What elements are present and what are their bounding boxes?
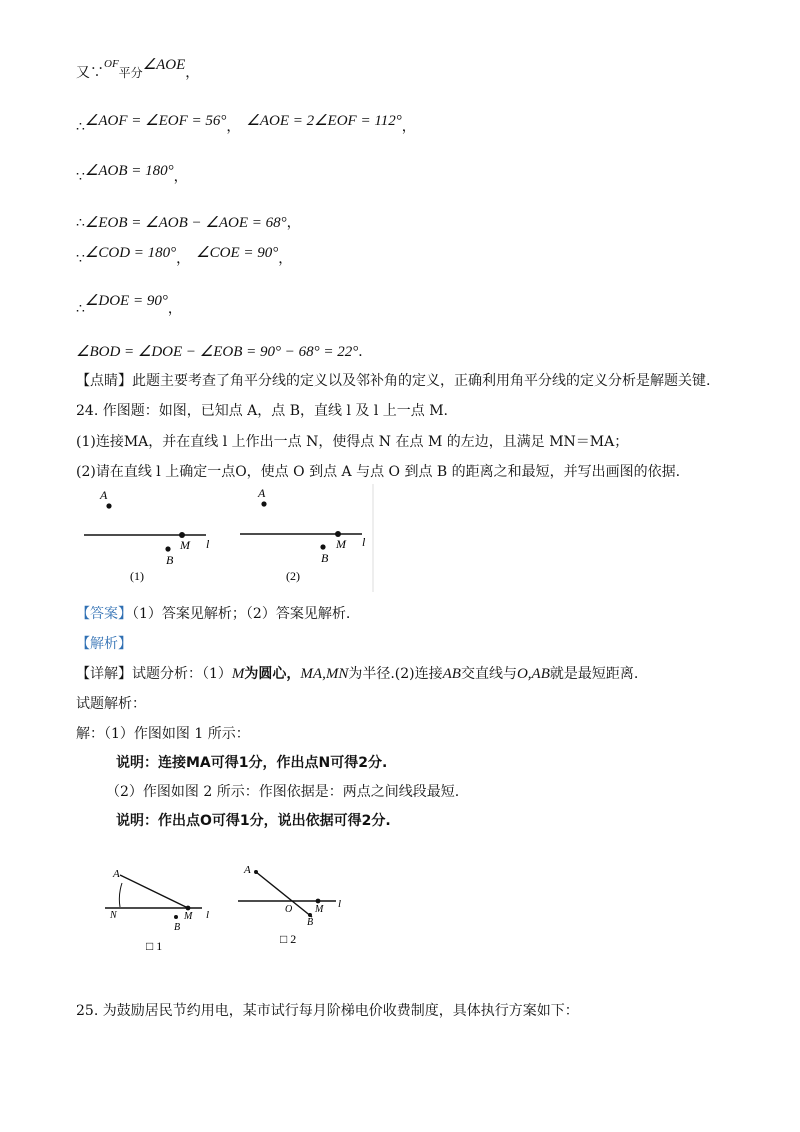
q24-part2: (2)请在直线 l 上确定一点O，使点 O 到点 A 与点 O 到点 B 的距离之和最短，并写出画图的依据. bbox=[76, 464, 681, 480]
line-cod-coe: ∵∠COD = 180°， ∠COE = 90°， bbox=[76, 245, 293, 267]
fig2-point-b bbox=[320, 544, 325, 549]
fig1-label-b: B bbox=[166, 553, 174, 567]
jiexi-tag: 【解析】 bbox=[76, 636, 132, 652]
sfig1-arc bbox=[119, 883, 122, 907]
solution-step2: （2）作图如图 2 所示：作图依据是：两点之间线段最短. bbox=[106, 784, 460, 800]
detail-tag: 【详解】 bbox=[76, 666, 132, 682]
math-eq-bod: ∠BOD = ∠DOE − ∠EOB = 90° − 68° = 22° bbox=[76, 344, 359, 360]
math-eq-doe: ∠DOE = 90° bbox=[84, 293, 168, 309]
sfig1-label-b: B bbox=[174, 922, 181, 933]
line-eob: ∴∠EOB = ∠AOB − ∠AOE = 68°， bbox=[76, 215, 301, 231]
sfig2-label-o: O bbox=[285, 904, 293, 915]
math-eq-aob: ∠AOB = 180° bbox=[84, 163, 174, 179]
q25-title: 25. 为鼓励居民节约用电，某市试行每月阶梯电价收费制度，具体执行方案如下： bbox=[76, 1003, 579, 1019]
dianjing-paragraph: 【点睛】此题主要考查了角平分线的定义以及邻补角的定义，正确利用角平分线的定义分析是解题关键. bbox=[76, 373, 711, 389]
math-eq-cod: ∠COD = 180° bbox=[84, 245, 177, 261]
answer-paragraph: 【答案】（1）答案见解析；（2）答案见解析. bbox=[76, 606, 351, 622]
math-of: OF bbox=[104, 58, 119, 70]
sfig2-label-a: A bbox=[244, 864, 251, 876]
fig2-caption: (2) bbox=[286, 569, 300, 583]
sfig1-label-l: l bbox=[206, 909, 210, 921]
fig1-point-a bbox=[106, 503, 111, 508]
line-bod: ∠BOD = ∠DOE − ∠EOB = 90° − 68° = 22°． bbox=[76, 344, 373, 360]
fig2-label-l: l bbox=[362, 535, 366, 549]
fig1-point-b bbox=[165, 546, 170, 551]
sfig1-point-b bbox=[174, 915, 178, 919]
sfig2-point-m bbox=[316, 899, 321, 904]
math-angle-aoe: ∠AOE bbox=[142, 57, 186, 73]
sfig1-label-a: A bbox=[113, 868, 120, 880]
fig2-label-a: A bbox=[258, 486, 266, 500]
sfig1-point-m bbox=[186, 906, 191, 911]
solution-note2: 说明：作出点O可得1分，说出依据可得2分. bbox=[116, 813, 391, 829]
fig2-label-b: B bbox=[321, 551, 329, 565]
sfig2-label-m: M bbox=[315, 904, 324, 915]
fig1-label-l: l bbox=[206, 537, 210, 551]
q24-part1: (1)连接MA，并在直线 l 上作出一点 N，使得点 N 在点 M 的左边，且满足 MN＝MA； bbox=[76, 434, 629, 450]
fig2-point-a bbox=[261, 501, 266, 506]
math-eq-aof: ∠AOF = ∠EOF = 56° bbox=[84, 113, 227, 129]
line-doe: ∴∠DOE = 90°， bbox=[76, 293, 182, 317]
sfig1-label-n: N bbox=[110, 910, 117, 921]
sfig2-label-b: B bbox=[307, 917, 314, 928]
sfig1-segment-ma bbox=[120, 875, 188, 908]
sfig2-segment-ab bbox=[256, 872, 312, 917]
fig2-label-m: M bbox=[336, 537, 346, 551]
sfig1-caption: □ 1 bbox=[146, 939, 163, 953]
line-of-bisects: 又∵$^{OF}$平分∠AOE， bbox=[76, 57, 200, 81]
math-eq-aoe: ∠AOE = 2∠EOF = 112° bbox=[246, 113, 402, 129]
math-eq-eob: ∠EOB = ∠AOB − ∠AOE = 68° bbox=[84, 215, 287, 231]
fig1-caption: (1) bbox=[130, 569, 144, 583]
line-aob: ∵∠AOB = 180°， bbox=[76, 163, 188, 185]
sfig2-caption: □ 2 bbox=[280, 932, 297, 946]
solution-step1: 解：（1）作图如图 1 所示： bbox=[76, 726, 250, 742]
fig1-label-a: A bbox=[100, 488, 108, 502]
solution-note1: 说明：连接MA可得1分，作出点N可得2分. bbox=[116, 755, 388, 771]
solution-figure bbox=[100, 855, 350, 955]
dianjing-tag: 【点睛】 bbox=[76, 373, 132, 389]
analysis-label: 试题解析： bbox=[76, 696, 146, 712]
math-eq-coe: ∠COE = 90° bbox=[196, 245, 279, 261]
line-aof-eof: ∴∠AOF = ∠EOF = 56°， ∠AOE = 2∠EOF = 112°， bbox=[76, 113, 416, 135]
q24-figure bbox=[80, 484, 375, 592]
sfig2-label-l: l bbox=[338, 898, 342, 910]
q24-title: 24. 作图题：如图，已知点 A，点 B，直线 l 及 l 上一点 M. bbox=[76, 403, 449, 419]
answer-tag: 【答案】 bbox=[76, 606, 132, 622]
sfig1-label-m: M bbox=[184, 911, 193, 922]
fig1-label-m: M bbox=[180, 538, 190, 552]
detail-paragraph: 【详解】试题分析：（1）M为圆心，MA,MN为半径.(2)连接AB交直线与O,AB就是最短距离. bbox=[76, 666, 639, 682]
